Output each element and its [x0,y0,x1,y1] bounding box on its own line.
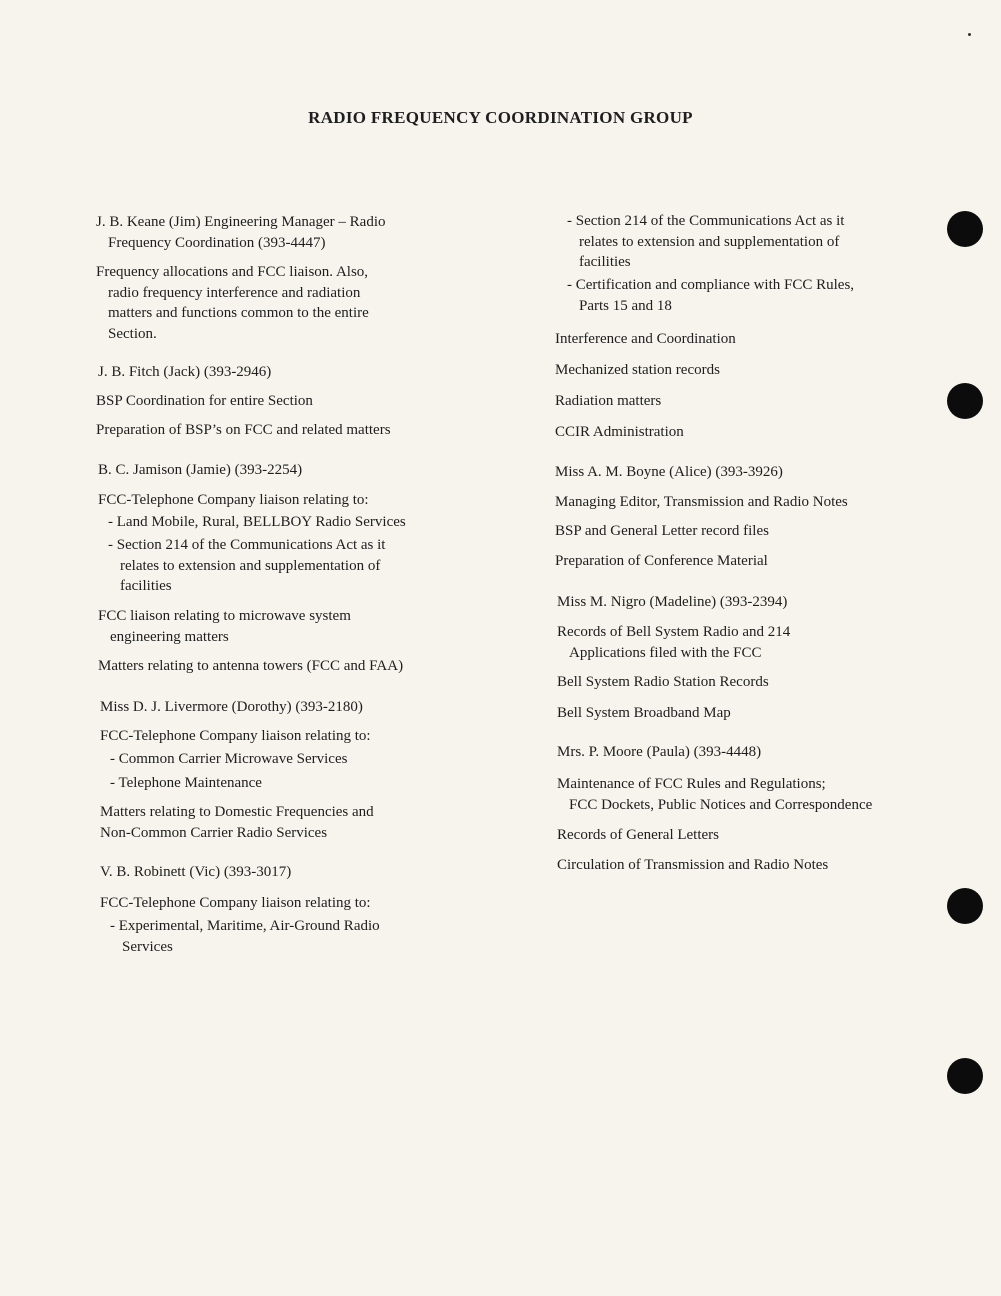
continued-duty: Mechanized station records [555,362,720,378]
livermore-name: Miss D. J. Livermore (Dorothy) (393-2180) [100,699,363,715]
dash: - [110,918,115,934]
dash: - [110,751,115,767]
page-title: RADIO FREQUENCY COORDINATION GROUP [308,108,693,127]
jamison-bullet: - Land Mobile, Rural, BELLBOY Radio Services [108,514,406,530]
keane-name: J. B. Keane (Jim) Engineering Manager – Radio Frequency Coordination (393-4447) [96,214,386,251]
boyne-duty: BSP and General Letter record files [555,523,769,539]
keane-duties: Frequency allocations and FCC liaison. Also, radio frequency interference and radiation matters and functions common to the entire Section. [96,264,369,342]
fitch-name: J. B. Fitch (Jack) (393-2946) [98,364,272,380]
nigro-duty: Bell System Radio Station Records [557,674,769,690]
moore-name: Mrs. P. Moore (Paula) (393-4448) [557,744,762,760]
continued-duty: CCIR Administration [555,424,684,440]
livermore-duty: FCC-Telephone Company liaison relating to: [100,728,371,744]
robinett-duty: FCC-Telephone Company liaison relating to: [100,895,371,911]
punch-hole [947,383,983,419]
dash: - [110,775,115,791]
fitch-duty: BSP Coordination for entire Section [96,393,313,409]
jamison-duty: FCC-Telephone Company liaison relating to: [98,492,369,508]
punch-hole [947,888,983,924]
livermore-bullet: - Telephone Maintenance [110,775,262,791]
nigro-name: Miss M. Nigro (Madeline) (393-2394) [557,594,788,610]
livermore-duty: Matters relating to Domestic Frequencies and Non-Common Carrier Radio Services [100,804,374,841]
moore-duty: Records of General Letters [557,827,720,843]
boyne-name: Miss A. M. Boyne (Alice) (393-3926) [555,464,783,480]
boyne-duty: Preparation of Conference Material [555,553,768,569]
punch-hole [947,211,983,247]
continued-bullet: - Section 214 of the Communications Act as it relates to extension and supplementation of facilities [567,213,845,270]
moore-duty: Circulation of Transmission and Radio Notes [557,857,829,873]
jamison-duty: Matters relating to antenna towers (FCC and FAA) [98,658,404,674]
nigro-duty: Records of Bell System Radio and 214 Applications filed with the FCC [557,624,791,661]
dash: - [108,514,113,530]
dash: - [567,213,572,229]
moore-duty: Maintenance of FCC Rules and Regulations; FCC Dockets, Public Notices and Correspondence [557,776,873,813]
robinett-name: V. B. Robinett (Vic) (393-3017) [100,864,292,880]
nigro-duty: Bell System Broadband Map [557,705,731,721]
paper-speck [968,33,971,36]
continued-bullet: - Certification and compliance with FCC Rules, Parts 15 and 18 [567,277,855,314]
continued-duty: Interference and Coordination [555,331,736,347]
dash: - [567,277,572,293]
robinett-bullet: - Experimental, Maritime, Air-Ground Radio Services [110,918,380,955]
jamison-duty: FCC liaison relating to microwave system engineering matters [98,608,351,645]
boyne-duty: Managing Editor, Transmission and Radio Notes [555,494,848,510]
continued-duty: Radiation matters [555,393,662,409]
dash: - [108,537,113,553]
jamison-bullet: - Section 214 of the Communications Act as it relates to extension and supplementation of facilities [108,537,386,594]
jamison-name: B. C. Jamison (Jamie) (393-2254) [98,462,303,478]
fitch-duty: Preparation of BSP’s on FCC and related matters [96,422,391,438]
livermore-bullet: - Common Carrier Microwave Services [110,751,348,767]
punch-hole [947,1058,983,1094]
